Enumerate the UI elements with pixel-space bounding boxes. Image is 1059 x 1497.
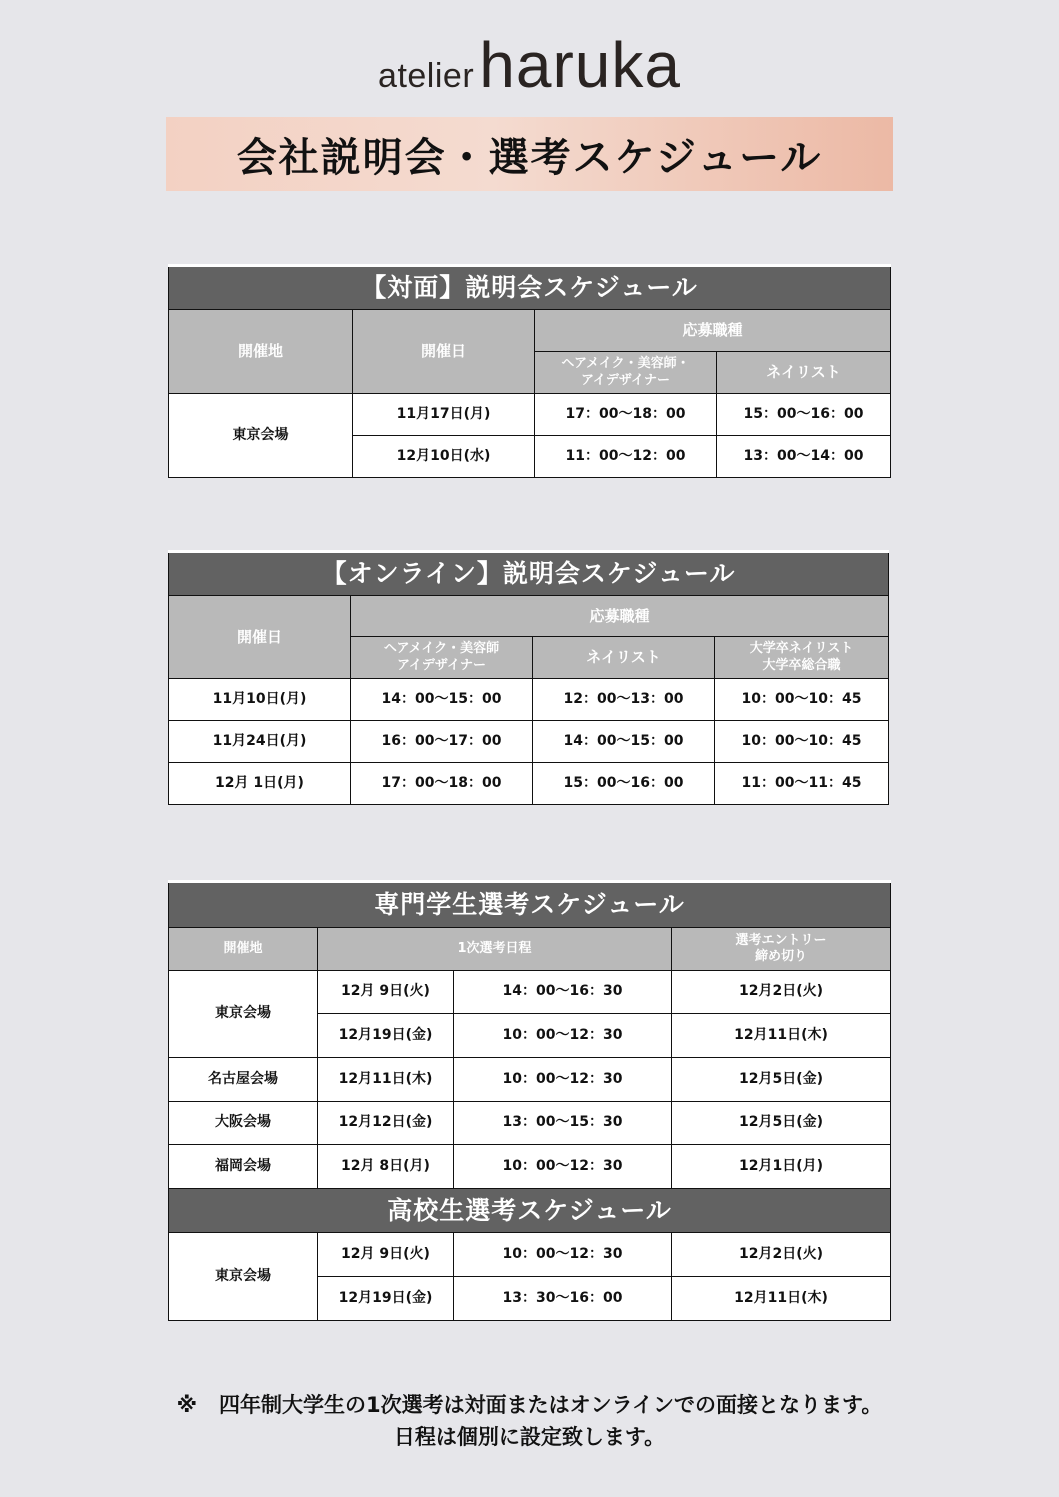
highschool-date: 12月 9日(火) bbox=[318, 1233, 454, 1277]
vocational-deadline: 12月5日(金) bbox=[672, 1102, 891, 1145]
online-header-jobs: 応募職種 bbox=[351, 596, 889, 637]
vocational-date: 12月19日(金) bbox=[318, 1014, 454, 1058]
inperson-time-nail: 13：00〜14：00 bbox=[717, 436, 891, 478]
online-header-job-university: 大学卒ネイリスト 大学卒総合職 bbox=[715, 637, 889, 679]
footnote-text-1: 四年制大学生の1次選考は対面またはオンラインでの面接となります。 bbox=[219, 1393, 883, 1417]
footnote-line-1 bbox=[0, 1390, 1059, 1422]
brand-logo bbox=[0, 28, 1059, 102]
inperson-date: 12月10日(水) bbox=[353, 436, 535, 478]
table-row bbox=[169, 1233, 891, 1277]
online-time-university: 11：00〜11：45 bbox=[715, 763, 889, 805]
selection-schedule-table bbox=[168, 880, 891, 1321]
vocational-deadline: 12月11日(木) bbox=[672, 1014, 891, 1058]
online-date: 12月 1日(月) bbox=[169, 763, 351, 805]
inperson-header-job-hair: ヘアメイク・美容師・ アイデザイナー bbox=[535, 352, 717, 394]
vocational-time: 14：00〜16：30 bbox=[454, 971, 672, 1014]
highschool-date: 12月19日(金) bbox=[318, 1277, 454, 1321]
inperson-header-jobs: 応募職種 bbox=[535, 310, 891, 352]
vocational-deadline: 12月5日(金) bbox=[672, 1058, 891, 1102]
online-time-hair: 14：00〜15：00 bbox=[351, 679, 533, 721]
inperson-header-venue: 開催地 bbox=[169, 310, 353, 394]
online-date: 11月24日(月) bbox=[169, 721, 351, 763]
highschool-title: 高校生選考スケジュール bbox=[169, 1189, 891, 1233]
inperson-header-job-nail: ネイリスト bbox=[717, 352, 891, 394]
online-time-university: 10：00〜10：45 bbox=[715, 721, 889, 763]
vocational-deadline: 12月1日(月) bbox=[672, 1145, 891, 1189]
table-row bbox=[169, 721, 889, 763]
online-time-hair: 17：00〜18：00 bbox=[351, 763, 533, 805]
vocational-venue: 名古屋会場 bbox=[169, 1058, 318, 1102]
online-header-job-nail: ネイリスト bbox=[533, 637, 715, 679]
vocational-header-deadline: 選考エントリー 締め切り bbox=[672, 928, 891, 971]
online-time-nail: 12：00〜13：00 bbox=[533, 679, 715, 721]
table-row bbox=[169, 1058, 891, 1102]
vocational-date: 12月 8日(月) bbox=[318, 1145, 454, 1189]
inperson-header-date: 開催日 bbox=[353, 310, 535, 394]
vocational-deadline: 12月2日(火) bbox=[672, 971, 891, 1014]
vocational-date: 12月 9日(火) bbox=[318, 971, 454, 1014]
online-title: 【オンライン】説明会スケジュール bbox=[169, 552, 889, 596]
vocational-time: 13：00〜15：30 bbox=[454, 1102, 672, 1145]
table-row bbox=[169, 1102, 891, 1145]
online-header-job-hair: ヘアメイク・美容師 アイデザイナー bbox=[351, 637, 533, 679]
footnote bbox=[0, 1390, 1059, 1453]
vocational-time: 10：00〜12：30 bbox=[454, 1145, 672, 1189]
highschool-deadline: 12月11日(木) bbox=[672, 1277, 891, 1321]
footnote-line-2: 日程は個別に設定致します。 bbox=[393, 1424, 666, 1449]
vocational-venue: 東京会場 bbox=[169, 971, 318, 1058]
inperson-venue: 東京会場 bbox=[169, 394, 353, 478]
highschool-venue: 東京会場 bbox=[169, 1233, 318, 1321]
inperson-time-nail: 15：00〜16：00 bbox=[717, 394, 891, 436]
vocational-venue: 大阪会場 bbox=[169, 1102, 318, 1145]
highschool-time: 13：30〜16：00 bbox=[454, 1277, 672, 1321]
vocational-header-first-round: 1次選考日程 bbox=[318, 928, 672, 971]
online-schedule-table bbox=[168, 550, 889, 805]
vocational-time: 10：00〜12：30 bbox=[454, 1058, 672, 1102]
table-row bbox=[169, 394, 891, 436]
brand-logo-atelier: atelier bbox=[378, 57, 475, 95]
inperson-date: 11月17日(月) bbox=[353, 394, 535, 436]
inperson-schedule-table bbox=[168, 264, 891, 478]
online-time-university: 10：00〜10：45 bbox=[715, 679, 889, 721]
online-date: 11月10日(月) bbox=[169, 679, 351, 721]
vocational-venue: 福岡会場 bbox=[169, 1145, 318, 1189]
online-time-nail: 15：00〜16：00 bbox=[533, 763, 715, 805]
brand-logo-haruka: haruka bbox=[479, 29, 681, 101]
vocational-title: 専門学生選考スケジュール bbox=[169, 882, 891, 928]
vocational-date: 12月11日(木) bbox=[318, 1058, 454, 1102]
online-header-date: 開催日 bbox=[169, 596, 351, 679]
inperson-title: 【対面】説明会スケジュール bbox=[169, 266, 891, 310]
page-title: 会社説明会・選考スケジュール bbox=[166, 117, 893, 191]
highschool-deadline: 12月2日(火) bbox=[672, 1233, 891, 1277]
highschool-time: 10：00〜12：30 bbox=[454, 1233, 672, 1277]
table-row bbox=[169, 763, 889, 805]
table-row bbox=[169, 1145, 891, 1189]
vocational-header-venue: 開催地 bbox=[169, 928, 318, 971]
online-time-hair: 16：00〜17：00 bbox=[351, 721, 533, 763]
table-row bbox=[169, 679, 889, 721]
vocational-date: 12月12日(金) bbox=[318, 1102, 454, 1145]
table-row bbox=[169, 971, 891, 1014]
vocational-time: 10：00〜12：30 bbox=[454, 1014, 672, 1058]
note-mark: ※ bbox=[176, 1393, 198, 1417]
inperson-time-hair: 17：00〜18：00 bbox=[535, 394, 717, 436]
inperson-time-hair: 11：00〜12：00 bbox=[535, 436, 717, 478]
online-time-nail: 14：00〜15：00 bbox=[533, 721, 715, 763]
